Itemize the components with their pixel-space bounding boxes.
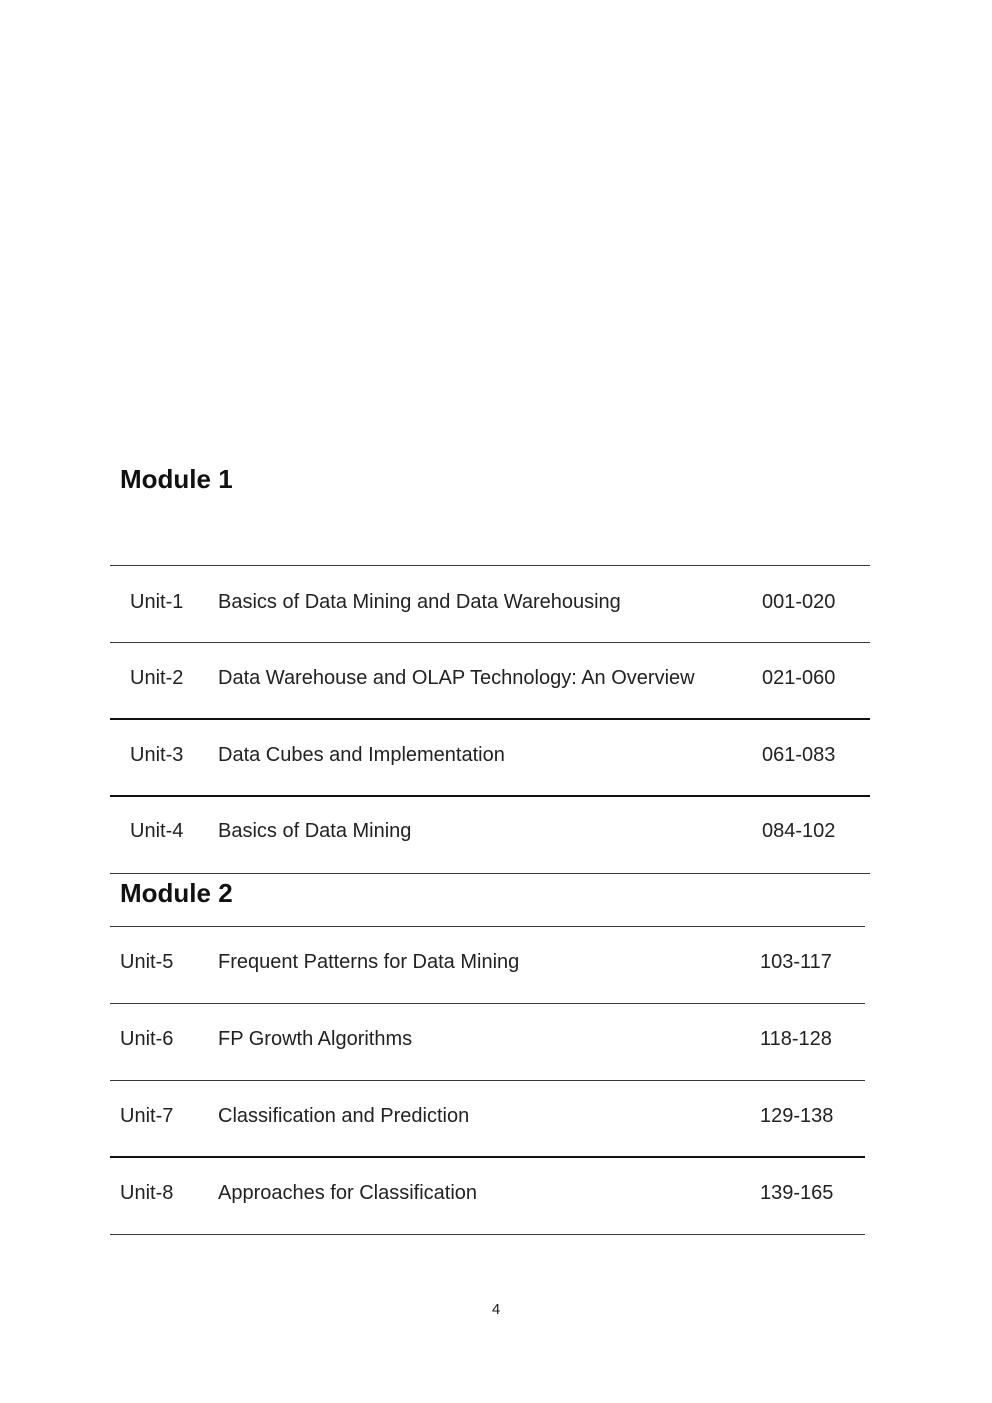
table-rule	[110, 926, 865, 927]
unit-label: Unit-6	[120, 1028, 174, 1050]
toc-row-unit-6[interactable]	[110, 1024, 865, 1054]
page-range: 129-138	[760, 1105, 834, 1127]
toc-row-unit-5[interactable]	[110, 947, 865, 977]
page-range: 118-128	[760, 1028, 832, 1050]
page-number: 4	[491, 1301, 501, 1318]
unit-title: Basics of Data Mining	[218, 820, 412, 842]
toc-row-unit-8[interactable]	[110, 1178, 865, 1208]
table-rule	[110, 642, 870, 643]
unit-title: Data Cubes and Implementation	[218, 744, 505, 766]
unit-label: Unit-8	[120, 1182, 174, 1204]
toc-row-unit-7[interactable]	[110, 1101, 865, 1131]
toc-row-unit-4[interactable]	[110, 816, 870, 846]
module-1-heading: Module 1	[120, 464, 233, 494]
unit-title: Classification and Prediction	[218, 1105, 470, 1127]
unit-title: FP Growth Algorithms	[218, 1028, 413, 1050]
unit-title: Basics of Data Mining and Data Warehousing	[218, 591, 621, 613]
table-rule	[110, 1156, 865, 1158]
unit-label: Unit-5	[120, 951, 174, 973]
unit-label: Unit-3	[130, 744, 184, 766]
page-range: 103-117	[760, 951, 832, 973]
unit-label: Unit-4	[130, 820, 184, 842]
table-rule	[110, 873, 870, 874]
page-range: 139-165	[760, 1182, 834, 1204]
toc-row-unit-2[interactable]	[110, 663, 870, 693]
module-2-heading: Module 2	[120, 878, 233, 908]
page-range: 001-020	[762, 591, 836, 613]
table-rule	[110, 565, 870, 566]
unit-title: Frequent Patterns for Data Mining	[218, 951, 520, 973]
table-rule	[110, 1080, 865, 1081]
unit-label: Unit-2	[130, 667, 184, 689]
table-rule	[110, 1003, 865, 1004]
toc-row-unit-1[interactable]	[110, 587, 870, 617]
table-rule	[110, 1234, 865, 1235]
table-rule	[110, 718, 870, 720]
page-range: 061-083	[762, 744, 836, 766]
unit-title: Data Warehouse and OLAP Technology: An Overview	[218, 667, 695, 689]
toc-row-unit-3[interactable]	[110, 740, 870, 770]
table-rule	[110, 795, 870, 797]
unit-title: Approaches for Classification	[218, 1182, 478, 1204]
page-range: 021-060	[762, 667, 836, 689]
page-range: 084-102	[762, 820, 836, 842]
unit-label: Unit-7	[120, 1105, 174, 1127]
unit-label: Unit-1	[130, 591, 184, 613]
